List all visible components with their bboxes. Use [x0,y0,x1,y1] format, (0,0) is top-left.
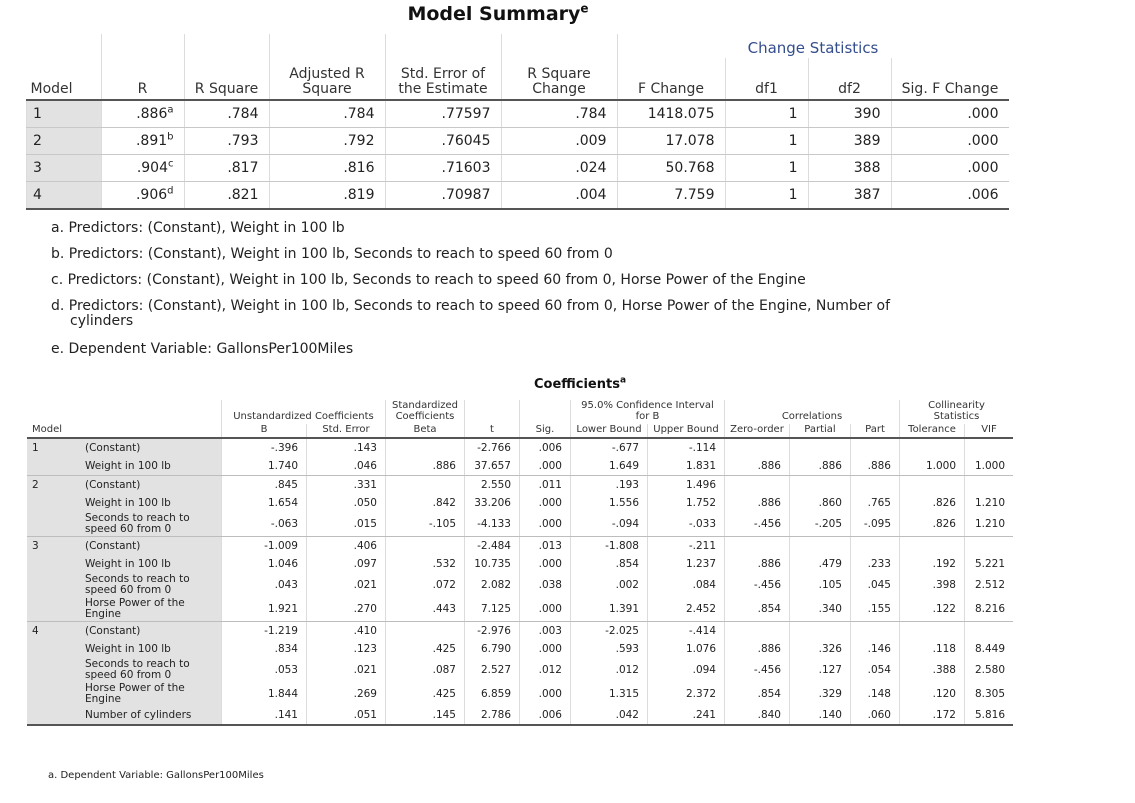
part-cell: .155 [851,597,900,622]
tolerance-cell: .120 [900,682,965,706]
tolerance-cell: 1.000 [900,457,965,476]
lower-bound-cell: 1.556 [571,494,648,512]
sig-cell: .012 [520,658,571,682]
upper-bound-cell: 2.372 [648,682,725,706]
std-error-cell: .015 [307,512,386,537]
b-cell: .053 [222,658,307,682]
part-cell: .886 [851,457,900,476]
header-df2: df2 [808,58,891,100]
t-cell: 2.786 [465,706,520,725]
vif-cell [965,622,1014,641]
sig-cell: .000 [520,494,571,512]
footnote-b: b. Predictors: (Constant), Weight in 100 lb, Seconds to reach to speed 60 from 0 [51,246,613,262]
sig-f-change-cell: .000 [891,155,1009,182]
header-r-square-change: R Square Change [501,58,617,100]
beta-cell [386,438,465,457]
std-error-cell: .76045 [385,128,501,155]
upper-bound-cell: 1.752 [648,494,725,512]
coefficients-row [27,597,1013,622]
header-partial: Partial [790,424,851,438]
r-square-cell: .817 [184,155,269,182]
t-cell: 37.657 [465,457,520,476]
r-square-cell: .821 [184,182,269,210]
std-error-cell: .77597 [385,100,501,128]
partial-cell: .340 [790,597,851,622]
zero-order-cell [725,476,790,495]
header-df1: df1 [725,58,808,100]
adjusted-r-square-cell: .784 [269,100,385,128]
lower-bound-cell: -1.808 [571,537,648,556]
coefficients-row [27,640,1013,658]
vif-cell [965,537,1014,556]
t-cell: 2.550 [465,476,520,495]
vif-cell: 5.816 [965,706,1014,725]
vif-cell [965,476,1014,495]
variable-name-cell: (Constant) [75,622,222,641]
t-cell: 2.527 [465,658,520,682]
tolerance-cell [900,438,965,457]
tolerance-cell: .192 [900,555,965,573]
header-part: Part [851,424,900,438]
footnote-c: c. Predictors: (Constant), Weight in 100 lb, Seconds to reach to speed 60 from 0, Horse Power of the Engine [51,272,806,288]
unstandardized-header: Unstandardized Coefficients [222,400,386,424]
part-cell: .148 [851,682,900,706]
sig-cell: .000 [520,640,571,658]
beta-cell: -.105 [386,512,465,537]
model-number-cell: 1 [27,438,75,476]
part-cell: .054 [851,658,900,682]
header-std-error: Std. Error [307,424,386,438]
zero-order-cell: -.456 [725,573,790,597]
t-cell: 10.735 [465,555,520,573]
vif-cell: 8.449 [965,640,1014,658]
model-summary-row [27,155,1009,182]
partial-cell: -.205 [790,512,851,537]
variable-name-cell: Weight in 100 lb [75,640,222,658]
b-cell: .834 [222,640,307,658]
r-square-change-cell: .004 [501,182,617,210]
header-r-square: R Square [184,58,269,100]
footnote-marker: d [167,185,174,197]
tolerance-cell [900,622,965,641]
header-lower-bound: Lower Bound [571,424,648,438]
b-cell: -1.009 [222,537,307,556]
r-cell: .891$^b$ [101,128,184,155]
tolerance-cell: .388 [900,658,965,682]
part-cell: .060 [851,706,900,725]
header-model: Model [27,58,102,100]
variable-name-cell: Weight in 100 lb [75,494,222,512]
change-statistics-header: Change Statistics [617,34,1009,58]
std-error-cell: .406 [307,537,386,556]
t-cell: 7.125 [465,597,520,622]
tolerance-cell: .826 [900,494,965,512]
partial-cell [790,537,851,556]
vif-cell: 5.221 [965,555,1014,573]
partial-cell [790,476,851,495]
t-cell: 6.790 [465,640,520,658]
confidence-interval-header: 95.0% Confidence Interval for B [571,400,725,424]
partial-cell: .329 [790,682,851,706]
coefficients-row [27,682,1013,706]
beta-cell: .842 [386,494,465,512]
header-f-change: F Change [617,58,725,100]
vif-cell: 2.580 [965,658,1014,682]
model-summary-body [27,100,1009,209]
f-change-cell: 17.078 [617,128,725,155]
f-change-cell: 7.759 [617,182,725,210]
header-model: Model [27,424,75,438]
collinearity-header: Collinearity Statistics [900,400,1014,424]
coefficients-row [27,476,1013,495]
b-cell: -.396 [222,438,307,457]
zero-order-cell [725,438,790,457]
header-sig-f-change: Sig. F Change [891,58,1009,100]
footnote-a: a. Predictors: (Constant), Weight in 100 lb [51,220,345,236]
r-square-cell: .784 [184,100,269,128]
header-sig: Sig. [520,424,571,438]
upper-bound-cell: -.414 [648,622,725,641]
header-std-error: Std. Error of the Estimate [385,58,501,100]
r-square-cell: .793 [184,128,269,155]
beta-cell: .425 [386,682,465,706]
r-square-change-cell: .024 [501,155,617,182]
sig-cell: .000 [520,512,571,537]
lower-bound-cell: 1.649 [571,457,648,476]
coefficients-row [27,537,1013,556]
variable-name-cell: Seconds to reach to speed 60 from 0 [75,658,222,682]
coefficients-row [27,658,1013,682]
upper-bound-cell: 1.496 [648,476,725,495]
adjusted-r-square-cell: .816 [269,155,385,182]
tolerance-cell: .172 [900,706,965,725]
sig-cell: .038 [520,573,571,597]
header-r: R [101,58,184,100]
partial-cell: .886 [790,457,851,476]
sig-f-change-cell: .006 [891,182,1009,210]
sig-cell: .011 [520,476,571,495]
part-cell: .045 [851,573,900,597]
header-b: B [222,424,307,438]
coefficients-body [27,438,1013,725]
variable-name-cell: (Constant) [75,476,222,495]
coefficients-row [27,494,1013,512]
lower-bound-cell: -.677 [571,438,648,457]
zero-order-cell [725,537,790,556]
zero-order-cell: .886 [725,457,790,476]
model-summary-row [27,128,1009,155]
f-change-cell: 1418.075 [617,100,725,128]
model-summary-row [27,182,1009,210]
model-number-cell: 4 [27,622,75,726]
tolerance-cell: .118 [900,640,965,658]
coefficients-row [27,555,1013,573]
std-error-cell: .050 [307,494,386,512]
coefficients-title: Coefficients$^a$ [533,375,627,392]
lower-bound-cell: -2.025 [571,622,648,641]
t-cell: -2.766 [465,438,520,457]
df1-cell: 1 [725,100,808,128]
part-cell: -.095 [851,512,900,537]
tolerance-cell [900,537,965,556]
r-square-change-cell: .009 [501,128,617,155]
r-cell: .904$^c$ [101,155,184,182]
b-cell: .141 [222,706,307,725]
r-cell: .906$^d$ [101,182,184,210]
lower-bound-cell: 1.315 [571,682,648,706]
tolerance-cell: .398 [900,573,965,597]
f-change-cell: 50.768 [617,155,725,182]
lower-bound-cell: .193 [571,476,648,495]
vif-cell: 1.000 [965,457,1014,476]
lower-bound-cell: .042 [571,706,648,725]
part-cell: .146 [851,640,900,658]
vif-cell: 1.210 [965,512,1014,537]
zero-order-cell: .886 [725,640,790,658]
beta-cell [386,622,465,641]
t-cell: 33.206 [465,494,520,512]
zero-order-cell [725,622,790,641]
df1-cell: 1 [725,182,808,210]
upper-bound-cell: 2.452 [648,597,725,622]
lower-bound-cell: .593 [571,640,648,658]
upper-bound-cell: -.114 [648,438,725,457]
partial-cell: .140 [790,706,851,725]
t-cell: 6.859 [465,682,520,706]
model-cell: 4 [27,182,102,210]
model-cell: 1 [27,100,102,128]
lower-bound-cell: -.094 [571,512,648,537]
coefficients-table [27,400,1013,726]
header-t: t [465,424,520,438]
upper-bound-cell: 1.076 [648,640,725,658]
variable-name-cell: (Constant) [75,537,222,556]
b-cell: 1.921 [222,597,307,622]
lower-bound-cell: 1.391 [571,597,648,622]
header-upper-bound: Upper Bound [648,424,725,438]
sig-cell: .003 [520,622,571,641]
std-error-cell: .021 [307,658,386,682]
model-summary-title: Model Summary$^e$ [407,1,589,25]
b-cell: .043 [222,573,307,597]
zero-order-cell: .886 [725,555,790,573]
upper-bound-cell: 1.237 [648,555,725,573]
b-cell: 1.654 [222,494,307,512]
coefficients-row [27,438,1013,457]
footnote-marker: b [167,131,174,143]
adjusted-r-square-cell: .819 [269,182,385,210]
variable-name-cell: Seconds to reach to speed 60 from 0 [75,512,222,537]
sig-cell: .006 [520,438,571,457]
t-cell: -2.976 [465,622,520,641]
vif-cell [965,438,1014,457]
b-cell: -.063 [222,512,307,537]
lower-bound-cell: .002 [571,573,648,597]
sig-cell: .000 [520,597,571,622]
partial-cell: .105 [790,573,851,597]
adjusted-r-square-cell: .792 [269,128,385,155]
zero-order-cell: -.456 [725,658,790,682]
beta-cell: .145 [386,706,465,725]
coefficients-row [27,573,1013,597]
vif-cell: 2.512 [965,573,1014,597]
t-cell: 2.082 [465,573,520,597]
variable-name-cell: Number of cylinders [75,706,222,725]
beta-cell: .886 [386,457,465,476]
coefficients-row [27,622,1013,641]
model-summary-table [26,34,1009,210]
footnote-e: e. Dependent Variable: GallonsPer100Miles [51,341,354,357]
lower-bound-cell: .012 [571,658,648,682]
sig-cell: .013 [520,537,571,556]
part-cell [851,438,900,457]
beta-cell: .425 [386,640,465,658]
b-cell: 1.844 [222,682,307,706]
std-error-cell: .046 [307,457,386,476]
zero-order-cell: -.456 [725,512,790,537]
std-error-cell: .123 [307,640,386,658]
vif-cell: 1.210 [965,494,1014,512]
upper-bound-cell: .084 [648,573,725,597]
std-error-cell: .331 [307,476,386,495]
header-zero-order: Zero-order [725,424,790,438]
part-cell: .765 [851,494,900,512]
upper-bound-cell: -.033 [648,512,725,537]
header-adjusted-r-square: Adjusted R Square [269,58,385,100]
part-cell: .233 [851,555,900,573]
sig-cell: .006 [520,706,571,725]
std-error-cell: .270 [307,597,386,622]
std-error-cell: .021 [307,573,386,597]
coefficients-row [27,512,1013,537]
part-cell [851,537,900,556]
df2-cell: 388 [808,155,891,182]
std-error-cell: .269 [307,682,386,706]
model-summary-row [27,100,1009,128]
tolerance-cell [900,476,965,495]
variable-name-cell: Seconds to reach to speed 60 from 0 [75,573,222,597]
part-cell [851,622,900,641]
zero-order-cell: .840 [725,706,790,725]
coefficients-row [27,706,1013,725]
variable-name-cell: Horse Power of the Engine [75,682,222,706]
beta-cell: .087 [386,658,465,682]
std-error-cell: .410 [307,622,386,641]
partial-cell: .326 [790,640,851,658]
beta-cell: .072 [386,573,465,597]
sig-f-change-cell: .000 [891,128,1009,155]
r-cell: .886$^a$ [101,100,184,128]
partial-cell: .127 [790,658,851,682]
model-cell: 2 [27,128,102,155]
model-number-cell: 2 [27,476,75,537]
correlations-header: Correlations [725,400,900,424]
variable-name-cell: Weight in 100 lb [75,457,222,476]
upper-bound-cell: -.211 [648,537,725,556]
upper-bound-cell: 1.831 [648,457,725,476]
zero-order-cell: .854 [725,597,790,622]
std-error-cell: .143 [307,438,386,457]
footnote-d: d. Predictors: (Constant), Weight in 100 lb, Seconds to reach to speed 60 from 0, Horse Power of the Engine, Number of cylinders [51,298,891,329]
df2-cell: 389 [808,128,891,155]
header-beta: Beta [386,424,465,438]
variable-name-cell: Weight in 100 lb [75,555,222,573]
model-number-cell: 3 [27,537,75,622]
std-error-cell: .71603 [385,155,501,182]
partial-cell: .479 [790,555,851,573]
partial-cell [790,438,851,457]
sig-cell: .000 [520,555,571,573]
vif-cell: 8.216 [965,597,1014,622]
tolerance-cell: .826 [900,512,965,537]
part-cell [851,476,900,495]
b-cell: 1.740 [222,457,307,476]
vif-cell: 8.305 [965,682,1014,706]
beta-cell: .443 [386,597,465,622]
variable-name-cell: (Constant) [75,438,222,457]
df1-cell: 1 [725,155,808,182]
df2-cell: 390 [808,100,891,128]
footnote-marker: a [167,104,174,116]
sig-cell: .000 [520,682,571,706]
t-cell: -4.133 [465,512,520,537]
tolerance-cell: .122 [900,597,965,622]
std-error-cell: .051 [307,706,386,725]
b-cell: 1.046 [222,555,307,573]
partial-cell [790,622,851,641]
df2-cell: 387 [808,182,891,210]
b-cell: .845 [222,476,307,495]
upper-bound-cell: .094 [648,658,725,682]
std-error-cell: .097 [307,555,386,573]
partial-cell: .860 [790,494,851,512]
t-cell: -2.484 [465,537,520,556]
variable-name-cell: Horse Power of the Engine [75,597,222,622]
std-error-cell: .70987 [385,182,501,210]
upper-bound-cell: .241 [648,706,725,725]
beta-cell [386,537,465,556]
df1-cell: 1 [725,128,808,155]
lower-bound-cell: .854 [571,555,648,573]
r-square-change-cell: .784 [501,100,617,128]
coefficients-row [27,457,1013,476]
zero-order-cell: .854 [725,682,790,706]
beta-cell: .532 [386,555,465,573]
sig-cell: .000 [520,457,571,476]
model-cell: 3 [27,155,102,182]
header-vif: VIF [965,424,1014,438]
footnote-marker: c [168,158,174,170]
beta-cell [386,476,465,495]
header-tolerance: Tolerance [900,424,965,438]
coefficients-footnote: a. Dependent Variable: GallonsPer100Miles [48,770,264,781]
sig-f-change-cell: .000 [891,100,1009,128]
b-cell: -1.219 [222,622,307,641]
zero-order-cell: .886 [725,494,790,512]
standardized-header: Standardized Coefficients [386,400,465,424]
